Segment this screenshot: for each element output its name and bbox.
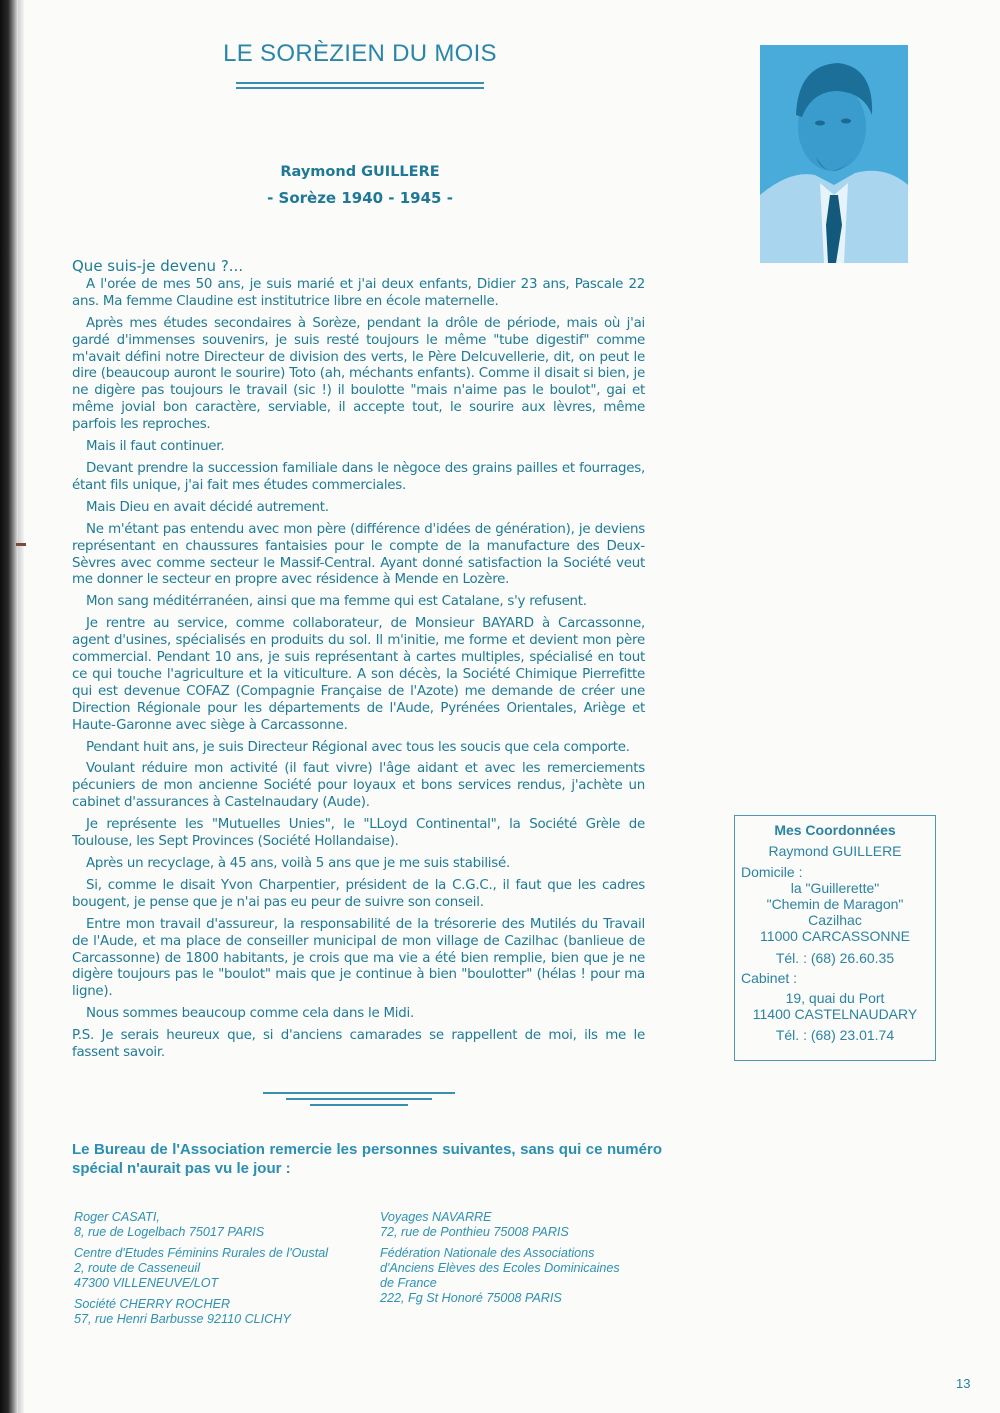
- sponsor-line: de France: [380, 1276, 437, 1290]
- home-address-line: Cazilhac: [808, 912, 862, 928]
- article-paragraph: Après un recyclage, à 45 ans, voilà 5 ans que je me suis stabilisé.: [86, 856, 510, 871]
- article-body: [72, 258, 645, 1067]
- sponsor-line: Voyages NAVARRE: [380, 1210, 492, 1224]
- article-paragraph: Pendant huit ans, je suis Directeur Régional avec tous les soucis que cela comporte.: [86, 739, 630, 755]
- home-address-line: 11000 CARCASSONNE: [760, 928, 910, 944]
- home-address-line: "Chemin de Maragon": [766, 896, 904, 912]
- title-rule-top: [236, 82, 484, 84]
- page-title: LE SORÈZIEN DU MOIS: [223, 40, 497, 67]
- page-number: 13: [956, 1376, 971, 1391]
- article-question: Que suis-je devenu ?...: [72, 257, 244, 275]
- subject-name: Raymond GUILLERE: [280, 164, 440, 180]
- separator-rule-3: [310, 1104, 408, 1106]
- article-postscript: P.S. Je serais heureux que, si d'anciens camarades se rappellent de moi, ils me le fassent savoir.: [72, 1028, 645, 1061]
- sponsor-line: d'Anciens Elèves des Ecoles Dominicaines: [380, 1261, 620, 1275]
- portrait-photo: [760, 45, 908, 263]
- article-paragraph: Après mes études secondaires à Sorèze, pendant la drôle de période, mais où j'ai gardé d'immenses souvenirs, je suis resté toujours le même "tube digestif" comme m'avait défini notre Directeur de division des verts, le Père Delcuvellerie, dit, on peut le dire (beaucoup auront le sourire) Toto (ah, méchants enfants). Comme il disait si bien, je ne digère pas toujours le travail (sic !) il boulotte "mais n'aime pas le boulot", gai et même jovial bon caractère, serviable, il accepte tout, le sourire aux lèvres, même parfois les reproches.: [72, 315, 645, 433]
- article-paragraph: A l'orée de mes 50 ans, je suis marié et j'ai deux enfants, Didier 23 ans, Pascale 22 ans. Ma femme Claudine est institutrice libre en école maternelle.: [72, 276, 645, 309]
- article-paragraph: Mon sang méditérranéen, ainsi que ma femme qui est Catalane, s'y refusent.: [86, 594, 587, 610]
- article-paragraph: Je rentre au service, comme collaborateur, de Monsieur BAYARD à Carcassonne, agent d'usines, spécialisés en produits du sol. Il m'initie, me forme et devient mon père commercial. Pendant 10 ans, je suis représentant à cartes multiples, spécialisé en tout ce qui touche l'agriculture et la viticulture. A son décès, la Société Chimique Pierrefitte qui est devenue COFAZ (Compagnie Française de l'Azote) me demande de créer une Direction Régionale pour les départements de l'Aude, Pyrénées Orientales, Ariège et Haute-Garonne avec siège à Carcassonne.: [72, 616, 645, 733]
- article-paragraph: Je représente les "Mutuelles Unies", le "LLoyd Continental", la Société Grèle de Toulouse, les Sept Provinces (Société Hollandaise).: [72, 817, 645, 850]
- office-phone: Tél. : (68) 23.01.74: [775, 1027, 895, 1043]
- contact-box: [734, 815, 936, 1061]
- sponsor-line: Fédération Nationale des Associations: [380, 1246, 595, 1260]
- contact-heading: Mes Coordonnées: [774, 822, 896, 838]
- sponsors-left-column: [74, 1210, 374, 1333]
- sponsor-entry: [74, 1246, 374, 1291]
- sponsor-line: 8, rue de Logelbach 75017 PARIS: [74, 1225, 265, 1239]
- home-label: Domicile :: [741, 864, 803, 880]
- page-binding: [0, 0, 18, 1413]
- sponsor-line: 57, rue Henri Barbusse 92110 CLICHY: [74, 1312, 291, 1326]
- sponsor-line: 222, Fg St Honoré 75008 PARIS: [380, 1291, 562, 1305]
- contact-name: Raymond GUILLERE: [768, 843, 902, 859]
- title-rule-bottom: [236, 87, 484, 89]
- article-paragraph: Entre mon travail d'assureur, la responsabilité de la trésorerie des Mutilés du Travail de l'Aude, et ma place de conseiller municipal de mon village de Cazilhac (banlieue de Carcassonne) de 1800 habitants, je crois que ma vie a été bien remplie, bien que je ne digère toujours pas le "boulot" mais que je continue à bien "boulotter" (hélas ! pour ma ligne).: [72, 916, 645, 1000]
- home-phone: Tél. : (68) 26.60.35: [775, 950, 895, 966]
- article-paragraph: Nous sommes beaucoup comme cela dans le Midi.: [86, 1006, 414, 1022]
- page-binding-edge: [18, 0, 24, 1413]
- staple: [16, 543, 26, 546]
- article-paragraph: Mais Dieu en avait décidé autrement.: [86, 499, 329, 515]
- sponsor-line: Société CHERRY ROCHER: [74, 1297, 231, 1311]
- office-address-line: 19, quai du Port: [785, 990, 885, 1006]
- article-paragraph: Devant prendre la succession familiale dans le nègoce des grains pailles et fourrages, étant fils unique, j'ai fait mes études commerciales.: [72, 460, 645, 493]
- subject-years: - Sorèze 1940 - 1945 -: [267, 189, 453, 207]
- article-paragraph: Ne m'étant pas entendu avec mon père (différence d'idées de génération), je deviens représentant en chaussures fantaisies pour le compte de la manufacture des Deux-Sèvres avec comme secteur le Massif-Central. Ayant donné satisfaction la Société veut me donner le secteur en propre avec résidence à Mende en Lozère.: [72, 521, 645, 588]
- sponsor-line: Roger CASATI,: [74, 1210, 160, 1224]
- sponsor-entry: [380, 1246, 680, 1306]
- thanks-heading: Le Bureau de l'Association remercie les personnes suivantes, sans qui ce numéro spécial n'aurait pas vu le jour :: [72, 1141, 662, 1177]
- sponsor-entry: [74, 1297, 374, 1327]
- office-address-line: 11400 CASTELNAUDARY: [752, 1006, 918, 1022]
- home-address-line: la "Guillerette": [790, 880, 880, 896]
- sponsor-line: 47300 VILLENEUVE/LOT: [74, 1276, 219, 1290]
- separator-rule-1: [263, 1092, 455, 1094]
- sponsor-line: 72, rue de Ponthieu 75008 PARIS: [380, 1225, 569, 1239]
- separator-rule-2: [286, 1098, 432, 1100]
- sponsors-right-column: [380, 1210, 680, 1312]
- sponsor-entry: [74, 1210, 374, 1240]
- article-paragraph: Mais il faut continuer.: [86, 439, 225, 455]
- article-paragraph: Si, comme le disait Yvon Charpentier, président de la C.G.C., il faut que les cadres bougent, je pense que je n'ai pas eu peur de suivre son conseil.: [72, 877, 645, 910]
- sponsor-entry: [380, 1210, 680, 1240]
- portrait-icon: [760, 45, 908, 263]
- office-label: Cabinet :: [741, 970, 798, 986]
- sponsor-line: 2, route de Casseneuil: [74, 1261, 201, 1275]
- article-paragraph: Voulant réduire mon activité (il faut vivre) l'âge aidant et avec les remerciements pécuniers de mon ancienne Société pour loyaux et bons services rendus, j'achète un cabinet d'assurances à Castelnaudary (Aude).: [72, 761, 645, 811]
- sponsor-line: Centre d'Etudes Féminins Rurales de l'Oustal: [74, 1246, 329, 1260]
